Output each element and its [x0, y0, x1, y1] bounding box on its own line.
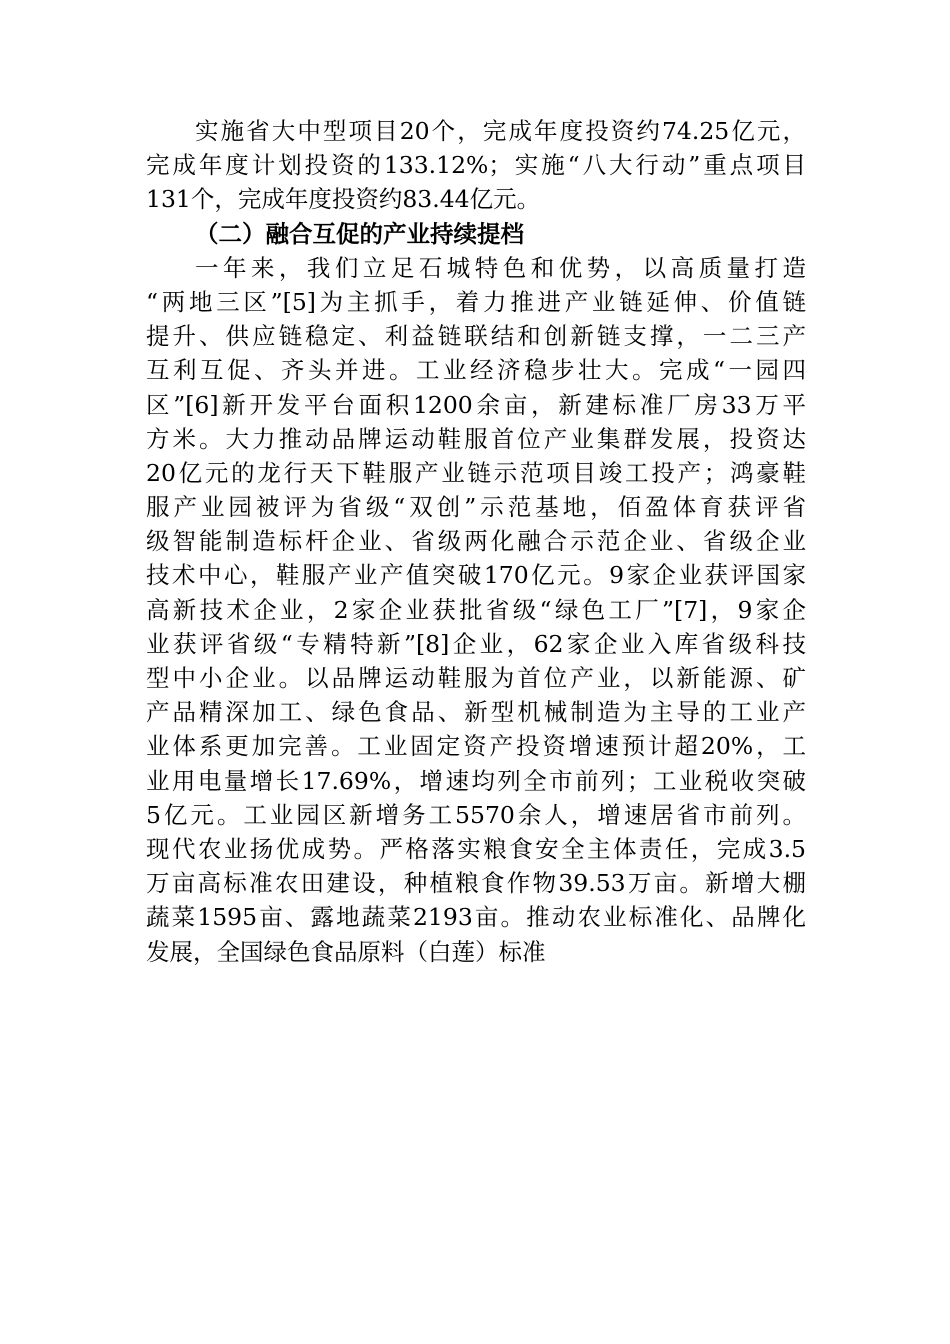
text-line: 业体系更加完善。工业固定资产投资增速预计超20%，工 — [146, 732, 806, 761]
paragraph-investment — [146, 114, 806, 217]
text-line: 蔬菜1595亩、露地蔬菜2193亩。推动农业标准化、品牌化 — [146, 903, 806, 932]
section-heading: （二）融合互促的产业持续提档 — [195, 219, 524, 248]
text-line: 5亿元。工业园区新增务工5570余人，增速居省市前列。 — [146, 800, 806, 829]
text-line: 型中小企业。以品牌运动鞋服为首位产业，以新能源、矿 — [146, 664, 806, 692]
text-line: 提升、供应链稳定、利益链联结和创新链支撑，一二三产 — [146, 322, 806, 351]
text-line: 级智能制造标杆企业、省级两化融合示范企业、省级企业 — [146, 527, 806, 556]
text-line: 一年来，我们立足石城特色和优势，以高质量打造 — [195, 253, 806, 282]
text-line: 技术中心，鞋服产业产值突破170亿元。9家企业获评国家 — [146, 561, 806, 590]
text-line: 高新技术企业，2家企业获批省级“绿色工厂”[7]，9家企 — [146, 595, 806, 624]
text-line: 产品精深加工、绿色食品、新型机械制造为主导的工业产 — [146, 698, 806, 727]
paragraph-industry — [146, 251, 806, 969]
text-line: “两地三区”[5]为主抓手，着力推进产业链延伸、价值链 — [146, 287, 806, 316]
document-body — [146, 114, 806, 969]
text-line: 万亩高标准农田建设，种植粮食作物39.53万亩。新增大棚 — [146, 869, 806, 898]
text-line: 区”[6]新开发平台面积1200余亩，新建标准厂房33万平 — [146, 390, 806, 419]
text-line: 实施省大中型项目20个，完成年度投资约74.25亿元， — [195, 117, 806, 145]
text-line: 完成年度计划投资的133.12%；实施“八大行动”重点项目 — [146, 151, 806, 180]
text-line: 方米。大力推动品牌运动鞋服首位产业集群发展，投资达 — [146, 424, 806, 453]
text-line: 发展，全国绿色食品原料（白莲）标准 — [146, 937, 546, 966]
text-line: 20亿元的龙行天下鞋服产业链示范项目竣工投产；鸿豪鞋 — [146, 458, 806, 487]
text-line: 业用电量增长17.69%，增速均列全市前列；工业税收突破 — [146, 766, 806, 795]
text-line: 业获评省级“专精特新”[8]企业，62家企业入库省级科技 — [146, 629, 806, 658]
text-line: 现代农业扬优成势。严格落实粮食安全主体责任，完成3.5 — [146, 834, 806, 863]
text-line: 互利互促、齐头并进。工业经济稳步壮大。完成“一园四 — [146, 356, 806, 385]
text-line: 131个，完成年度投资约83.44亿元。 — [146, 185, 541, 214]
text-line: 服产业园被评为省级“双创”示范基地，佰盈体育获评省 — [146, 493, 806, 522]
